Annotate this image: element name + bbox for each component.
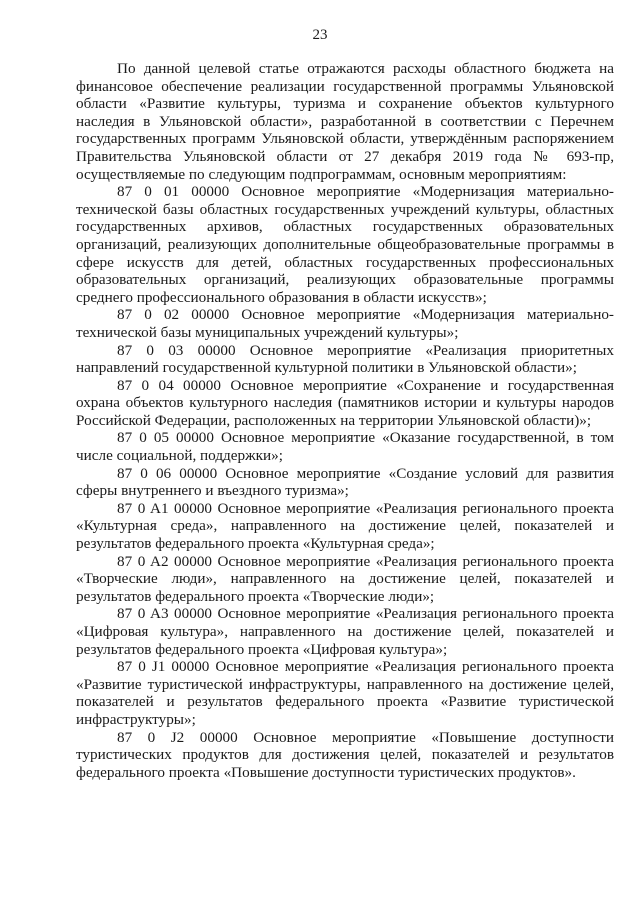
paragraph-87-0-04: 87 0 04 00000 Основное мероприятие «Сохранение и государственная охрана объектов культурного наследия (памятников истории и культуры народов Российской Федерации, расположенных на территории Ульяновской области)»; <box>76 376 614 429</box>
paragraph-87-0-02: 87 0 02 00000 Основное мероприятие «Модернизация материально-технической базы муниципальных учреждений культуры»; <box>76 306 614 341</box>
paragraph-87-0-j2: 87 0 J2 00000 Основное мероприятие «Повышение доступности туристических продуктов для достижения целей, показателей и результатов федерального проекта «Повышение доступности туристических продуктов». <box>76 728 614 781</box>
paragraph-87-0-03: 87 0 03 00000 Основное мероприятие «Реализация приоритетных направлений государственной культурной политики в Ульяновской области»; <box>76 341 614 377</box>
paragraph-87-0-01: 87 0 01 00000 Основное мероприятие «Модернизация материально-технической базы областных государственных учреждений культуры, областных государственных архивов, областных государственных образовательных организаций, реализующих дополнительные общеобразовательные программы в сфере искусств для детей, областных государственных профессиональных образовательных организаций, реализующих образовательные программы среднего профессионального образования в области искусств»; <box>76 183 614 306</box>
paragraph-87-0-a3: 87 0 A3 00000 Основное мероприятие «Реализация регионального проекта «Цифровая культура», направленного на достижение целей, показателей и результатов федерального проекта «Цифровая культура»; <box>76 605 614 658</box>
paragraph-87-0-j1: 87 0 J1 00000 Основное мероприятие «Реализация регионального проекта «Развитие туристической инфраструктуры, направленного на достижение целей, показателей и результатов федерального проекта «Развитие туристической инфраструктуры»; <box>76 658 614 728</box>
paragraph-87-0-a1: 87 0 A1 00000 Основное мероприятие «Реализация регионального проекта «Культурная среда», направленного на достижение целей, показателей и результатов федерального проекта «Культурная среда»; <box>76 499 614 553</box>
paragraph-87-0-a2: 87 0 A2 00000 Основное мероприятие «Реализация регионального проекта «Творческие люди», направленного на достижение целей, показателей и результатов федерального проекта «Творческие люди»; <box>76 552 614 605</box>
document-body <box>76 60 614 781</box>
paragraph-87-0-05: 87 0 05 00000 Основное мероприятие «Оказание государственной, в том числе социальной, поддержки»; <box>76 429 614 465</box>
paragraph-87-0-06: 87 0 06 00000 Основное мероприятие «Создание условий для развития сферы внутреннего и въездного туризма»; <box>76 464 614 500</box>
page-number: 23 <box>312 27 328 43</box>
intro-paragraph: По данной целевой статье отражаются расходы областного бюджета на финансовое обеспечение реализации государственной программы Ульяновской области «Развитие культуры, туризма и сохранение объектов культурного наследия в Ульяновской области», разработанной в соответствии с Перечнем государственных программ Ульяновской области, утверждённым распоряжением Правительства Ульяновской области от 27 декабря 2019 года № 693-пр, осуществляемые по следующим подпрограммам, основным мероприятиям: <box>76 60 614 183</box>
